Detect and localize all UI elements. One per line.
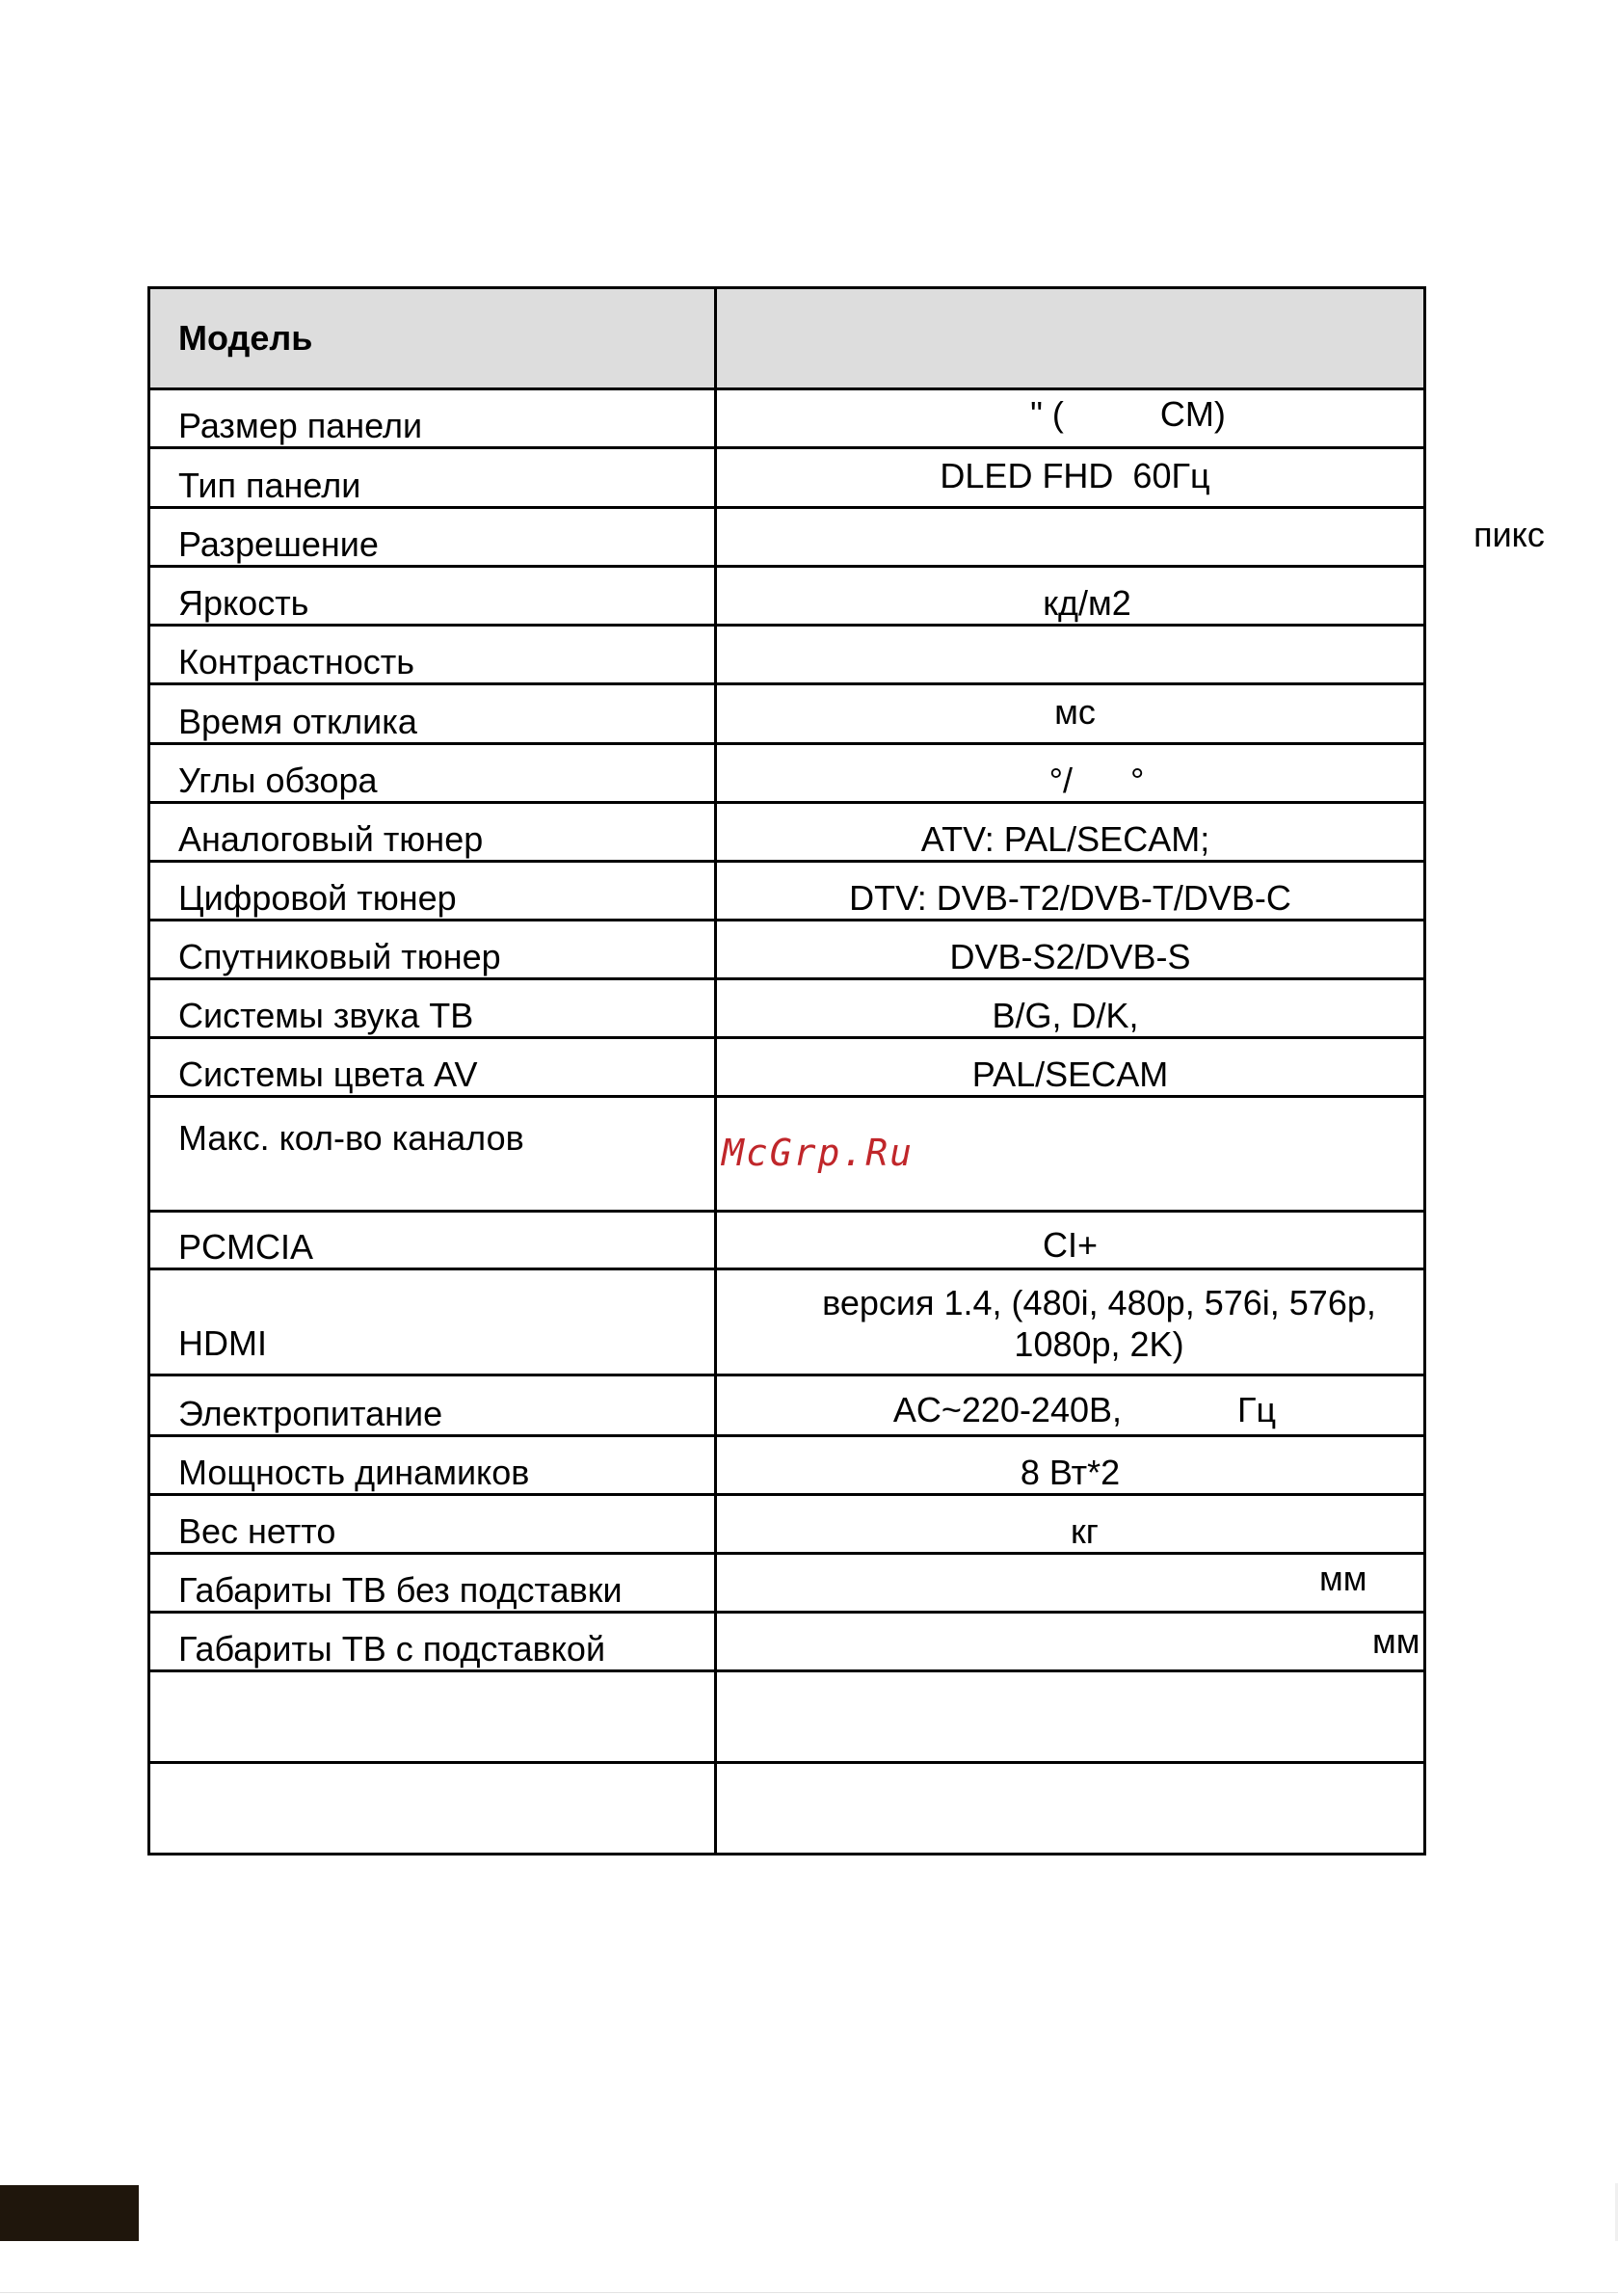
row-label-av-color-systems: Системы цвета AV — [149, 1038, 716, 1097]
specifications-table — [147, 286, 1545, 1855]
row-value-tv-sound-systems: B/G, D/K, — [716, 979, 1425, 1038]
table-row — [149, 389, 1425, 448]
table-header-row — [149, 288, 1425, 389]
table-row — [149, 448, 1425, 508]
row-label-net-weight: Вес нетто — [149, 1495, 716, 1554]
table-row — [149, 1375, 1425, 1436]
table-row — [149, 862, 1425, 921]
row-label-satellite-tuner: Спутниковый тюнер — [149, 921, 716, 979]
table-row — [149, 567, 1425, 626]
row-value-panel-type: DLED FHD 60Гц — [716, 448, 1425, 508]
row-label-digital-tuner: Цифровой тюнер — [149, 862, 716, 921]
row-label-tv-sound-systems: Системы звука ТВ — [149, 979, 716, 1038]
row-label-brightness: Яркость — [149, 567, 716, 626]
header-model-value — [716, 288, 1425, 389]
row-value-analog-tuner: ATV: PAL/SECAM; — [716, 803, 1425, 862]
table-row — [149, 1097, 1425, 1212]
row-value-dimensions-with-stand: мм — [716, 1613, 1425, 1671]
row-value-power-supply: AC~220-240B, Гц — [716, 1375, 1425, 1436]
row-label-contrast: Контрастность — [149, 626, 716, 684]
row-label-empty-2 — [149, 1763, 716, 1855]
table-row — [149, 1613, 1425, 1671]
row-value-empty-2 — [716, 1763, 1425, 1855]
table-row — [149, 626, 1425, 684]
table-row — [149, 1436, 1425, 1495]
row-label-panel-type: Тип панели — [149, 448, 716, 508]
table-row — [149, 803, 1425, 862]
table-row — [149, 684, 1425, 744]
page-bottom-rule — [0, 2292, 1618, 2293]
row-value-contrast — [716, 626, 1425, 684]
row-label-response-time: Время отклика — [149, 684, 716, 744]
row-label-empty-1 — [149, 1671, 716, 1763]
row-value-av-color-systems: PAL/SECAM — [716, 1038, 1425, 1097]
row-value-viewing-angles: °/ ° — [716, 744, 1425, 803]
watermark-text: McGrp.Ru — [722, 1132, 915, 1175]
table-row — [149, 744, 1425, 803]
row-value-hdmi: версия 1.4, (480i, 480p, 576i, 576p, 1080p, 2K) — [716, 1269, 1425, 1375]
row-label-hdmi: HDMI — [149, 1269, 716, 1375]
table-row — [149, 979, 1425, 1038]
row-label-panel-size: Размер панели — [149, 389, 716, 448]
row-label-pcmcia: PCMCIA — [149, 1212, 716, 1269]
row-value-satellite-tuner: DVB-S2/DVB-S — [716, 921, 1425, 979]
table-row — [149, 1269, 1425, 1375]
table-row — [149, 1038, 1425, 1097]
row-value-digital-tuner: DTV: DVB-T2/DVB-T/DVB-C — [716, 862, 1425, 921]
row-value-resolution: пикс — [716, 508, 1425, 567]
row-value-panel-size: " ( CM) — [716, 389, 1425, 448]
table-row — [149, 1763, 1425, 1855]
table-row — [149, 508, 1425, 567]
row-label-power-supply: Электропитание — [149, 1375, 716, 1436]
row-value-brightness: кд/м2 — [716, 567, 1425, 626]
table-row — [149, 1495, 1425, 1554]
row-value-pcmcia: CI+ — [716, 1212, 1425, 1269]
table-row — [149, 921, 1425, 979]
row-label-dimensions-with-stand: Габариты ТВ с подставкой — [149, 1613, 716, 1671]
row-value-empty-1 — [716, 1671, 1425, 1763]
row-value-speaker-power: 8 Вт*2 — [716, 1436, 1425, 1495]
row-value-net-weight: кг — [716, 1495, 1425, 1554]
row-label-analog-tuner: Аналоговый тюнер — [149, 803, 716, 862]
row-value-response-time: мс — [716, 684, 1425, 744]
page-corner-tab — [0, 2185, 139, 2241]
row-label-max-channels: Макс. кол-во каналов — [149, 1097, 716, 1212]
row-label-dimensions-without-stand: Габариты ТВ без подставки — [149, 1554, 716, 1613]
table-row — [149, 1212, 1425, 1269]
row-value-max-channels — [716, 1097, 1425, 1212]
table-row — [149, 1671, 1425, 1763]
table-row — [149, 1554, 1425, 1613]
row-label-viewing-angles: Углы обзора — [149, 744, 716, 803]
header-model-label: Модель — [149, 288, 716, 389]
row-value-dimensions-without-stand: мм — [716, 1554, 1425, 1613]
row-label-speaker-power: Мощность динамиков — [149, 1436, 716, 1495]
row-label-resolution: Разрешение — [149, 508, 716, 567]
